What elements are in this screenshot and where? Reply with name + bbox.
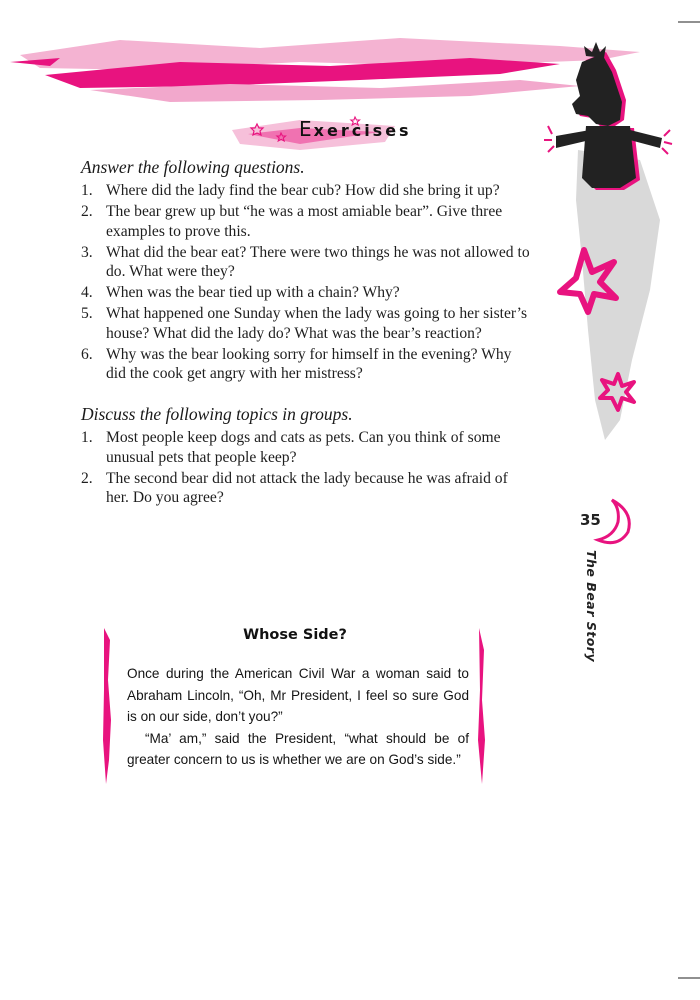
item-text: What did the bear eat? There were two things he was not allowed to do. What were they? (106, 243, 530, 280)
cartoon-figure (544, 42, 672, 190)
list-item (81, 345, 533, 384)
running-title: The Bear Story (584, 550, 599, 663)
box-text (127, 663, 469, 771)
brush-stroke-banner (10, 38, 640, 102)
item-text: Why was the bear looking sorry for himself in the evening? Why did the cook get angry with her mistress? (106, 345, 512, 382)
list-item (81, 181, 533, 201)
box-right-bar (478, 628, 485, 784)
item-number: 6. (81, 345, 93, 363)
topics-heading: Discuss the following topics in groups. (81, 404, 353, 424)
item-text: Most people keep dogs and cats as pets. Can you think of some unusual pets that people keep? (106, 429, 501, 466)
item-number: 3. (81, 243, 93, 261)
questions-list (81, 181, 533, 385)
item-number: 2. (81, 203, 93, 220)
list-item (81, 304, 533, 343)
item-number: 4. (81, 284, 93, 301)
page-number: 35 (580, 511, 601, 529)
item-text: What happened one Sunday when the lady was going to her sister’s house? What did the lady do? What was the bear’s reaction? (106, 305, 528, 342)
item-number: 1. (81, 182, 93, 199)
item-number: 5. (81, 305, 93, 322)
moon-icon (598, 500, 629, 543)
box-paragraph: “Ma’ am,” said the President, “what should be of greater concern to us is whether we are on God’s side.” (127, 730, 469, 767)
topics-list (81, 428, 533, 509)
item-text: When was the bear tied up with a chain? Why? (106, 284, 400, 301)
exercises-title: Exercises (299, 117, 412, 141)
item-text: The second bear did not attack the lady because he was afraid of her. Do you agree? (106, 469, 508, 506)
list-item (81, 202, 533, 241)
list-item (81, 469, 533, 508)
item-text: Where did the lady find the bear cub? How did she bring it up? (106, 182, 500, 199)
list-item (81, 283, 533, 303)
grey-wash (576, 150, 660, 440)
item-text: The bear grew up but “he was a most amiable bear”. Give three examples to prove this. (106, 203, 503, 240)
list-item (81, 243, 533, 282)
item-number: 1. (81, 429, 93, 446)
box-left-bar (103, 628, 111, 784)
questions-heading: Answer the following questions. (81, 157, 305, 177)
box-title: Whose Side? (243, 627, 347, 643)
box-paragraph: Once during the American Civil War a woman said to Abraham Lincoln, “Oh, Mr President, I feel so sure God is on our side, don’t you?” (127, 666, 469, 724)
list-item (81, 428, 533, 467)
item-number: 2. (81, 469, 93, 487)
